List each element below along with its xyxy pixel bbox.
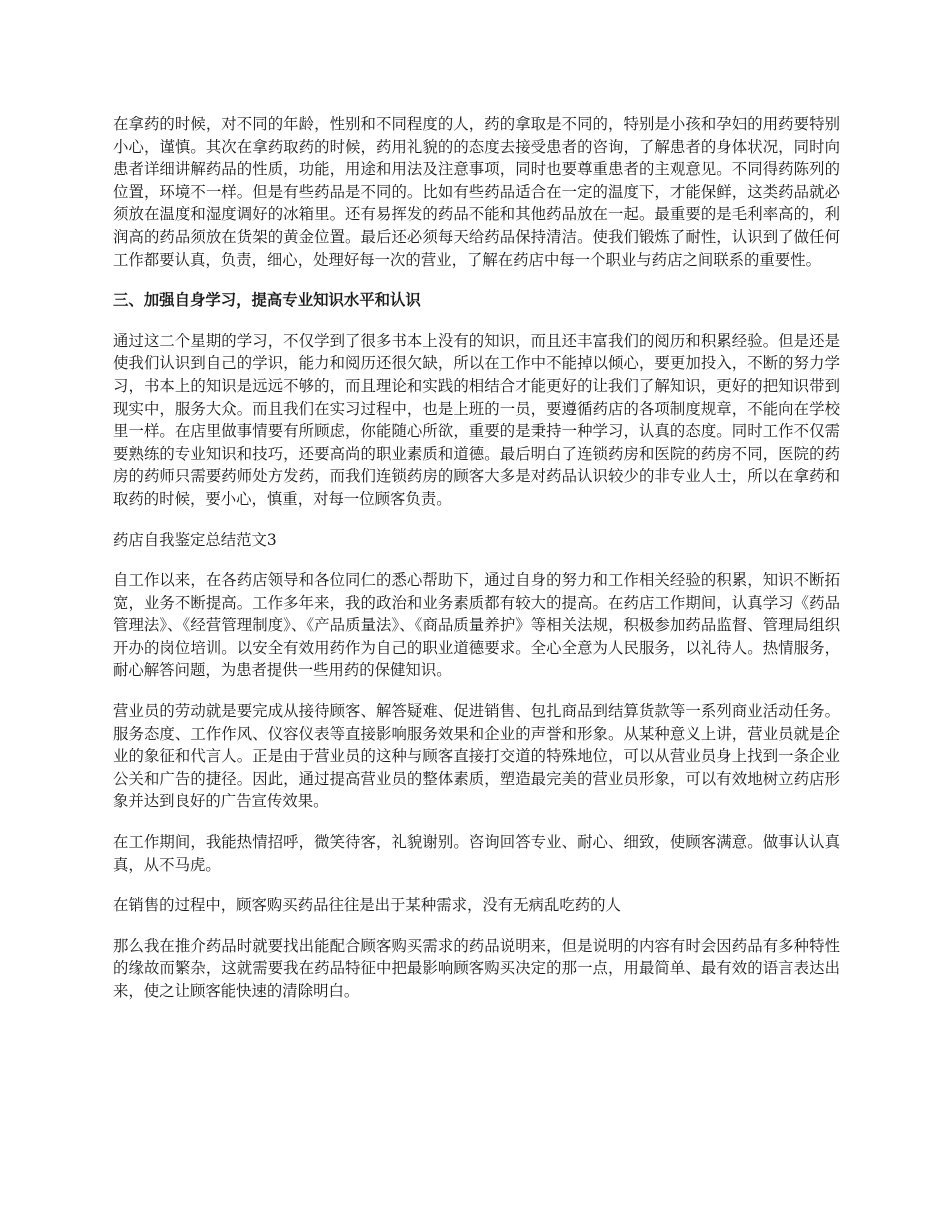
paragraph-customer-needs: 在销售的过程中，顾客购买药品往往是出于某种需求，没有无病乱吃药的人 xyxy=(113,896,621,915)
section-heading-three: 三、加强自身学习，提高专业知识水平和认识 xyxy=(113,291,421,310)
paragraph-two-weeks-study: 通过这二个星期的学习，不仅学到了很多书本上没有的知识，而且还丰富我们的阅历和积累经验。但是还是使我们认识到自己的学识，能力和阅历还很欠缺，所以在工作中不能掉以倾心，要更加投入，不断的努力学习，书本上的知识是远远不够的，而且理论和实践的相结合才能更好的让我们了解知识，更好的把知识带到现实中，服务大众。而且我们在实习过程中，也是上班的一员，要遵循药店的各项制度规章，不能向在学校里一样。在店里做事情要有所顾虑，你能随心所欲，重要的是秉持一种学习，认真的态度。同时工作不仅需要熟练的专业知识和技巧，还要高尚的职业素质和道德。最后明白了连锁药房和医院的药房不同，医院的药房的药师只需要药师处方发药，而我们连锁药房的顾客大多是对药品认识较少的非专业人士，所以在拿药和取药的时候，要小心，慎重，对每一位顾客负责。 xyxy=(113,331,840,508)
paragraph-since-working: 自工作以来，在各药店领导和各位同仁的悉心帮助下，通过自身的努力和工作相关经验的积累，知识不断拓宽，业务不断提高。工作多年来，我的政治和业务素质都有较大的提高。在药店工作期间，认真学习《药品管理法》、《经营管理制度》、《产品质量法》、《商品质量养护》等相关法规，积极参加药品监督、管理局组织开办的岗位培训。以安全有效用药作为自己的职业道德要求。全心全意为人民服务，以礼待人。热情服务，耐心解答问题，为患者提供一些用药的保健知识。 xyxy=(113,571,840,680)
paragraph-sample-title: 药店自我鉴定总结范文3 xyxy=(113,530,277,549)
paragraph-product-explanation: 那么我在推介药品时就要找出能配合顾客购买需求的药品说明来，但是说明的内容有时会因药品有多种特性的缘故而繁杂，这就需要我在药品特征中把最影响顾客购买决定的那一点，用最简单、最有效的语言表达出来，使之让顾客能快速的清除明白。 xyxy=(113,936,840,1000)
paragraph-salesperson-role: 营业员的劳动就是要完成从接待顾客、解答疑难、促进销售、包扎商品到结算货款等一系列商业活动任务。服务态度、工作作风、仪容仪表等直接影响服务效果和企业的声誉和形象。从某种意义上讲，营业员就是企业的象征和代言人。正是由于营业员的这种与顾客直接打交道的特殊地位，可以从营业员身上找到一条企业公关和广告的捷径。因此，通过提高营业员的整体素质，塑造最完美的营业员形象，可以有效地树立药店形象并达到良好的广告宣传效果。 xyxy=(113,702,840,811)
paragraph-dispensing-care: 在拿药的时候，对不同的年龄，性别和不同程度的人，药的拿取是不同的，特别是小孩和孕妇的用药要特别小心，谨慎。其次在拿药取药的时候，药用礼貌的的态度去接受患者的咨询，了解患者的身体状况，同时向患者详细讲解药品的性质，功能，用途和用法及注意事项，同时也要尊重患者的主观意见。不同得药陈列的位置，环境不一样。但是有些药品是不同的。比如有些药品适合在一定的温度下，才能保鲜，这类药品就必须放在温度和湿度调好的冰箱里。还有易挥发的药品不能和其他药品放在一起。最重要的是毛利率高的，利润高的药品须放在货架的黄金位置。最后还必须每天给药品保持清洁。使我们锻炼了耐性，认识到了做任何工作都要认真，负责，细心，处理好每一次的营业，了解在药店中每一个职业与药店之间联系的重要性。 xyxy=(113,115,840,269)
paragraph-work-attitude: 在工作期间，我能热情招呼，微笑待客，礼貌谢别。咨询回答专业、耐心、细致，使顾客满意。做事认认真真，从不马虎。 xyxy=(113,833,840,874)
